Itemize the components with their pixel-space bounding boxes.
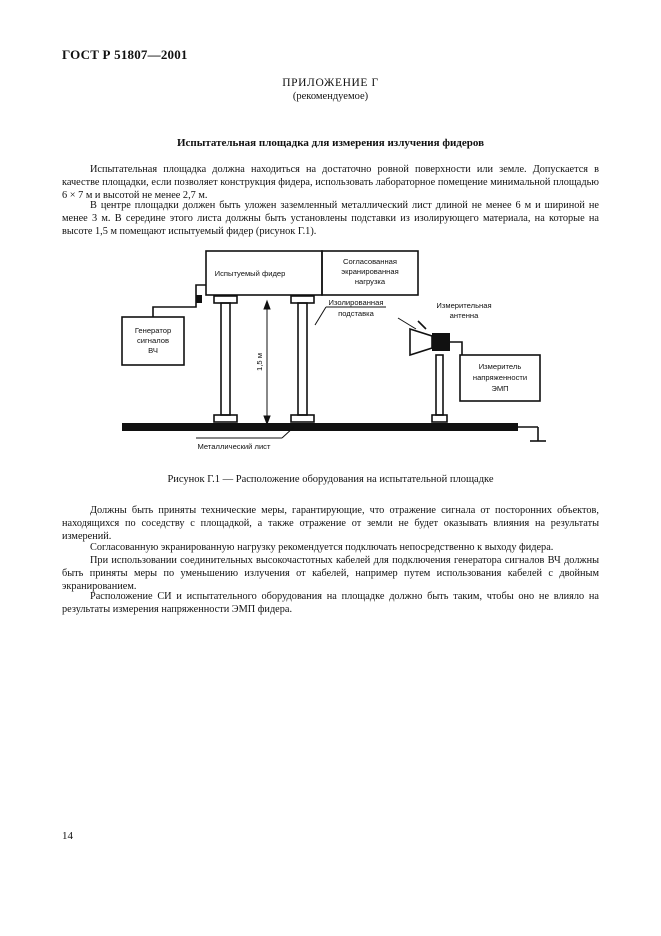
generator-label-line3: ВЧ (148, 346, 158, 355)
appendix-title: ПРИЛОЖЕНИЕ Г (282, 77, 379, 89)
generator-label-line1: Генератор (134, 326, 172, 335)
meter-label-line3: ЭМП (491, 384, 509, 393)
paragraph-3: Должны быть приняты технические меры, гарантирующие, что отражение сигнала от посторонних объектов, находящихся по соседству с площадкой, а также отражение от земли не будет оказывать влияния на результаты измерений. (62, 505, 599, 543)
paragraph-1: Испытательная площадка должна находиться на достаточно ровной поверхности или земле. Допускается в качестве площадки, если позволяет конструкция фидера, использовать лабораторное помещение минимальной площадью 6 × 7 м и высотой не менее 2,7 м. (62, 164, 599, 202)
load-label-line1: Согласованная (343, 257, 397, 266)
appendix-subtitle: (рекомендуемое) (292, 91, 369, 102)
meter-label-line2: напряженности (472, 373, 528, 382)
height-label: 1,5 м (255, 353, 264, 371)
feeder-label: Испытуемый фидер (214, 269, 286, 278)
antenna-horn (410, 329, 432, 355)
paragraph-6: Расположение СИ и испытательного оборудования на площадке должно быть таким, чтобы оно не влияло на результаты измерения напряженности ЭМП фидера. (62, 591, 599, 616)
load-label-line3: нагрузка (354, 277, 386, 286)
page-number: 14 (62, 830, 73, 842)
paragraph-2: В центре площадки должен быть уложен заземленный металлический лист длиной не менее 6 м и шириной не менее 3 м. В середине этого листа должны быть установлены подставки из изолирующего материала, на которые на высоте 1,5 м помещают испытуемый фидер (рисунок Г.1). (62, 200, 599, 238)
support-label-line2: подставка (338, 309, 374, 318)
test-site-diagram (110, 245, 550, 455)
sheet-label: Металлический лист (197, 442, 271, 451)
meter-label-line1: Измеритель (478, 362, 522, 371)
paragraph-4: Согласованную экранированную нагрузку рекомендуется подключать непосредственно к выходу фидера. (90, 542, 554, 553)
paragraph-5: При использовании соединительных высокочастотных кабелей для подключения генератора сигналов ВЧ должны быть приняты меры по уменьшению излучения от кабелей, например путем использования кабелей с двойным экранированием. (62, 555, 599, 593)
antenna-mast (436, 355, 443, 415)
generator-label-line2: сигналов (137, 336, 169, 345)
right-support-column (298, 303, 307, 415)
support-label-line1: Изолированная (328, 298, 384, 307)
metal-sheet (122, 423, 518, 431)
antenna-label-line1: Измерительная (436, 301, 492, 310)
section-title: Испытательная площадка для измерения излучения фидеров (176, 137, 485, 149)
figure-caption: Рисунок Г.1 — Расположение оборудования на испытательной площадке (167, 474, 494, 485)
document-header: ГОСТ Р 51807—2001 (62, 47, 188, 62)
antenna-label-line2: антенна (449, 311, 479, 320)
left-support-column (221, 303, 230, 415)
load-label-line2: экранированная (341, 267, 399, 276)
